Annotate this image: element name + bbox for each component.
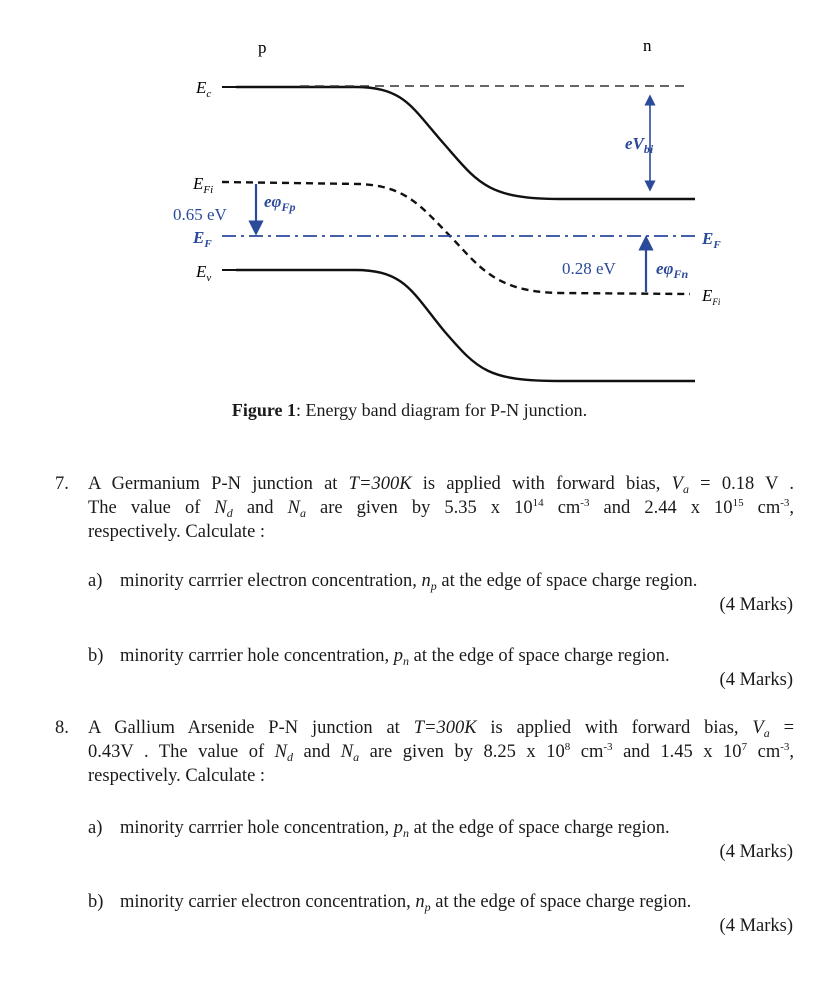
figure-caption-bold: Figure 1	[231, 400, 297, 420]
part-label: a)	[88, 818, 103, 838]
question-line-3: respectively. Calculate :	[88, 766, 266, 786]
part-label: b)	[88, 892, 104, 912]
question-number: 8.	[55, 718, 69, 738]
part-text: minority carrrier hole concentration, $p_n$ at the edge of space charge region.	[120, 646, 670, 668]
part-text: minority carrrier electron concentration, $n_p$ at the edge of space charge region.	[120, 571, 698, 593]
question-line-2: The value of $N_d$ and $N_a$ are given by 5.35 x $10^{14}$ $cm^{-3}$ and 2.44 x $10^{15}$ $cm^{-3}$,	[88, 497, 795, 520]
question-line-2: 0.43V . The value of $N_d$ and $N_a$ are given by 8.25 x $10^8$ $cm^{-3}$ and 1.45 x $10^7$ $cm^{-3}$,	[88, 741, 795, 764]
question-8-part-a-marks: (4 Marks)	[719, 842, 793, 862]
part-text: minority carrrier hole concentration, $p_n$ at the edge of space charge region.	[120, 818, 670, 840]
question-8-part-b-marks: (4 Marks)	[719, 916, 793, 936]
ephi-fn-label: $e\varphi_{Fn}$	[656, 259, 689, 281]
question-line-3: respectively. Calculate :	[88, 522, 266, 542]
ev-label: $E_v$	[196, 262, 212, 284]
part-text: minority carrier electron concentration, $n_p$ at the edge of space charge region.	[120, 892, 692, 914]
right-energy-value: 0.28 eV	[562, 259, 616, 278]
part-label: b)	[88, 646, 104, 666]
ephi-fp-label: $e\varphi_{Fp}$	[264, 192, 296, 214]
question-7-part-b-marks: (4 Marks)	[719, 670, 793, 690]
figure-caption-text: : Energy band diagram for P-N junction.	[296, 400, 588, 420]
question-line-1: A Germanium P-N junction at T=300K is applied with forward bias, $V_a = 0.18$ V .	[88, 474, 794, 496]
question-7-part-a-marks: (4 Marks)	[719, 595, 793, 615]
ef-right-label: $E_F$	[702, 229, 721, 251]
question-number: 7.	[55, 474, 69, 494]
part-label: a)	[88, 571, 103, 591]
question-line-1: A Gallium Arsenide P-N junction at T=300K is applied with forward bias, $V_a$ =	[88, 718, 794, 740]
efi-left-label: $E_{Fi}$	[193, 174, 214, 196]
n-region-label: n	[643, 36, 652, 55]
energy-band-diagram	[0, 0, 819, 400]
p-region-label: p	[258, 38, 267, 57]
efi-right-label: $E_{Fi}$	[702, 286, 721, 307]
valence-band-edge	[236, 270, 695, 381]
figure-caption	[0, 400, 819, 421]
left-energy-value: 0.65 eV	[173, 205, 227, 224]
ec-label: $E_c$	[196, 78, 212, 100]
evbi-label: $eV_{bi}$	[625, 134, 654, 156]
ef-left-label: $E_F$	[193, 228, 212, 250]
